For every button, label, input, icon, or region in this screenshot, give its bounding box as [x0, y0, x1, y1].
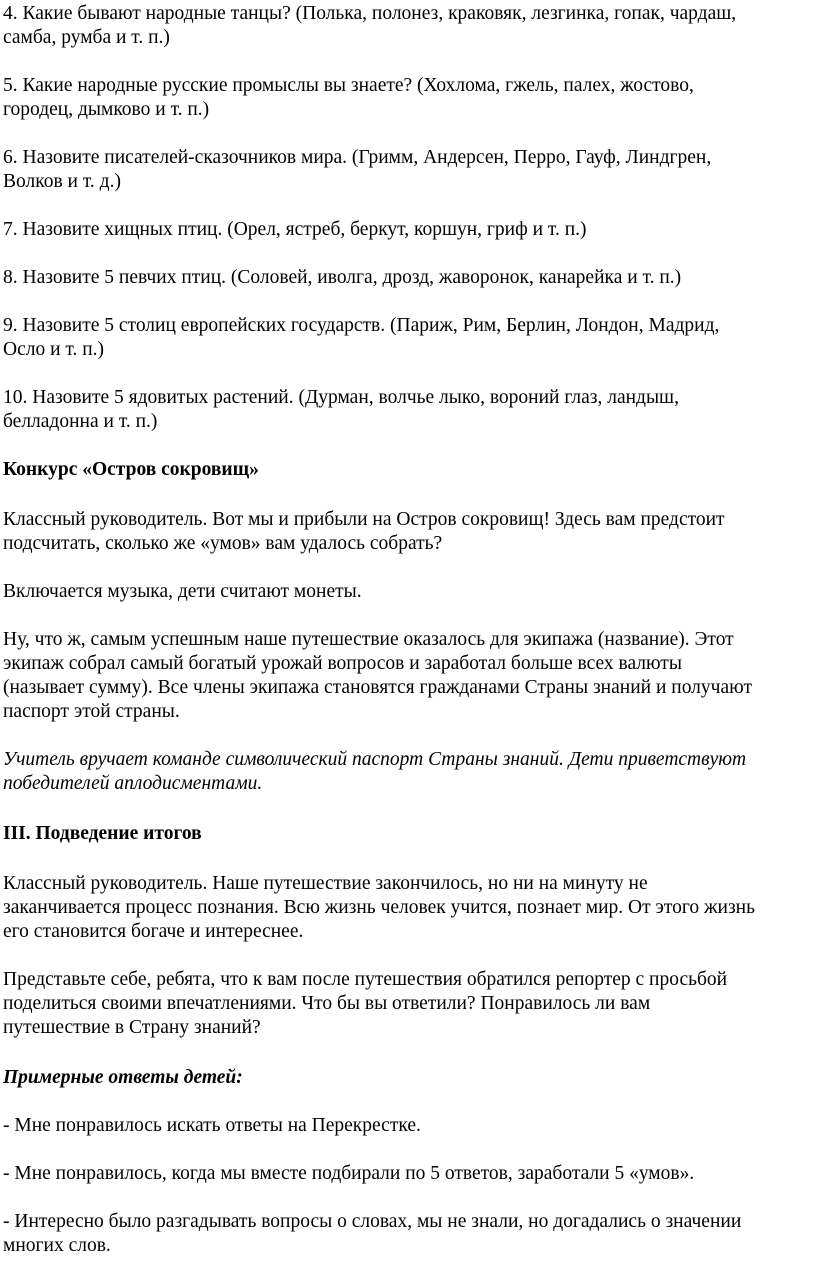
teacher-note: Учитель вручает команде символический паспорт Страны знаний. Дети приветствуют победителей аплодисментами. — [3, 749, 747, 794]
question-7: 7. Назовите хищных птиц. (Орел, ястреб, беркут, коршун, гриф и т. п.) — [3, 219, 587, 240]
question-6: 6. Назовите писателей-сказочников мира. (Гримм, Андерсен, Перро, Гауф, Линдгрен, Волков и т. д.) — [3, 147, 712, 192]
question-8: 8. Назовите 5 певчих птиц. (Соловей, иволга, дрозд, жаворонок, канарейка и т. п.) — [3, 267, 682, 288]
reporter-text: Представьте себе, ребята, что к вам после путешествия обратился репортер с просьбой поделиться своими впечатлениями. Что бы вы ответили? Понравилось ли вам путешествие в Страну знаний? — [3, 969, 728, 1038]
answer-item: - Мне понравилось, когда мы вместе подбирали по 5 ответов, заработали 5 «умов». — [3, 1163, 695, 1184]
contest-intro: Классный руководитель. Вот мы и прибыли на Остров сокровищ! Здесь вам предстоит подсчитать, сколько же «умов» вам удалось собрать? — [3, 509, 725, 554]
question-10: 10. Назовите 5 ядовитых растений. (Дурман, волчье лыко, вороний глаз, ландыш, белладонна и т. п.) — [3, 387, 679, 432]
winner-text: Ну, что ж, самым успешным наше путешествие оказалось для экипажа (название). Этот экипаж собрал самый богатый урожай вопросов и заработал больше всех валюты (называет сумму). Все члены экипажа становятся гражданами Страны знаний и получают паспорт этой страны. — [3, 629, 752, 722]
heading-summary: III. Подведение итогов — [3, 823, 202, 844]
answer-item: - Интересно было разгадывать вопросы о словах, мы не знали, но догадались о значении многих слов. — [3, 1211, 742, 1256]
heading-contest: Конкурс «Остров сокровищ» — [3, 459, 259, 480]
summary-text: Классный руководитель. Наше путешествие закончилось, но ни на минуту не заканчивается процесс познания. Всю жизнь человек учится, познает мир. От этого жизнь его становится богаче и интереснее. — [3, 873, 755, 942]
answers-heading: Примерные ответы детей: — [3, 1067, 243, 1088]
answer-item: - Мне понравилось искать ответы на Перекрестке. — [3, 1115, 421, 1136]
music-line: Включается музыка, дети считают монеты. — [3, 581, 362, 602]
question-4: 4. Какие бывают народные танцы? (Полька, полонез, краковяк, лезгинка, гопак, чардаш, самба, румба и т. п.) — [3, 3, 737, 48]
question-9: 9. Назовите 5 столиц европейских государств. (Париж, Рим, Берлин, Лондон, Мадрид, Осло и т. п.) — [3, 315, 720, 360]
question-5: 5. Какие народные русские промыслы вы знаете? (Хохлома, гжель, палех, жостово, городец, дымково и т. п.) — [3, 75, 694, 120]
